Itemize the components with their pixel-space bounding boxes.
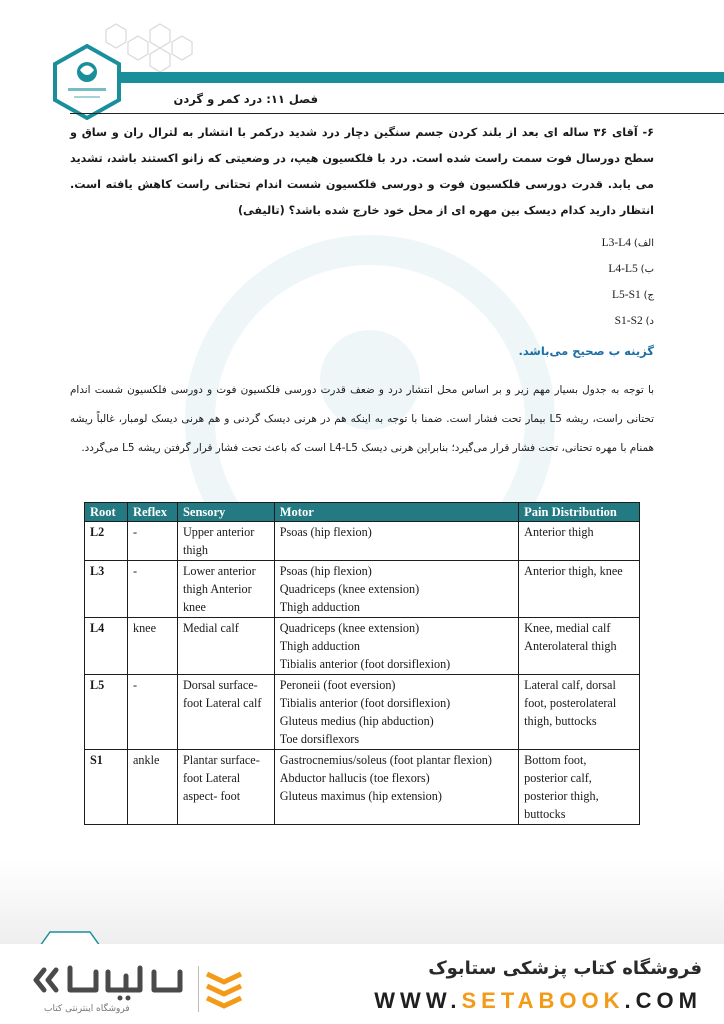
cell-sensory-line: aspect- foot xyxy=(182,789,241,803)
cell-motor-line: Quadriceps (knee extension) xyxy=(279,582,420,596)
option-d[interactable] xyxy=(602,308,654,334)
chapter-title: فصل ۱۱: درد کمر و گردن xyxy=(173,92,318,106)
url-brand: SETABOOK xyxy=(461,988,625,1013)
cell-pain-line: Anterolateral thigh xyxy=(524,639,617,653)
cell-sensory-line: foot Lateral calf xyxy=(182,696,262,710)
answer-explanation: با توجه به جدول بسیار مهم زیر و بر اساس محل انتشار درد و ضعف قدرت دورسی فلکسیون فوت و دورسی فلکسیون شست اندام تحتانی راست، ریشه L5 بیمار تحت فشار است. ضمنا با توجه به اینکه هم در هرنی دیسک گردنی و هم هرنی دیسک لومبار، غالباً ریشه همنام با مهره تحتانی، تحت فشار قرار می‌گیرد؛ بنابراین هرنی دیسک L4-L5 است که باعث تحت فشار قرار گرفتن ریشه L5 می‌گردد. xyxy=(70,384,655,454)
footer-fade xyxy=(0,860,724,944)
cell-reflex: - xyxy=(127,522,177,561)
cell-sensory-line: Lower anterior xyxy=(182,564,256,578)
cell-pain-line: buttocks xyxy=(524,807,566,821)
cell-motor-line: Quadriceps (knee extension) xyxy=(279,621,420,635)
option-b[interactable] xyxy=(602,256,654,282)
cell-motor xyxy=(274,750,518,825)
col-header-reflex: Reflex xyxy=(127,503,177,522)
cell-reflex: - xyxy=(127,561,177,618)
cell-motor-line: Thigh adduction xyxy=(279,639,360,653)
cell-pain-line: posterior thigh, xyxy=(524,789,599,803)
cell-reflex: ankle xyxy=(127,750,177,825)
nerve-root-table xyxy=(84,502,640,825)
cell-sensory-line: knee xyxy=(182,600,206,614)
option-c-value: L5-S1 xyxy=(612,289,641,301)
cell-motor-line: Gluteus maximus (hip extension) xyxy=(279,789,442,803)
answer-options xyxy=(602,230,654,334)
option-c-label: ج) xyxy=(643,290,654,301)
cell-pain-line: Anterior thigh, knee xyxy=(524,564,623,578)
cell-root: L2 xyxy=(85,522,128,561)
option-a-label: الف) xyxy=(633,238,654,249)
cell-sensory-line: thigh Anterior xyxy=(182,582,252,596)
table-body xyxy=(85,522,640,825)
table-header-row xyxy=(85,503,640,522)
cell-sensory-line: Medial calf xyxy=(182,621,239,635)
cell-motor-line: Toe dorsiflexors xyxy=(279,732,360,746)
option-d-label: د) xyxy=(645,316,654,327)
cell-pain xyxy=(519,675,640,750)
table-row xyxy=(85,675,640,750)
cell-sensory xyxy=(177,618,274,675)
cell-motor xyxy=(274,675,518,750)
table-row xyxy=(85,618,640,675)
cell-motor-line: Tibialis anterior (foot dorsiflexion) xyxy=(279,696,451,710)
store-name: فروشگاه کتاب پزشکی ستابوک xyxy=(428,958,702,979)
cell-motor xyxy=(274,618,518,675)
setabook-logo xyxy=(30,960,190,1008)
brand-subtitle: فروشگاه اینترنتی کتاب xyxy=(44,1004,130,1014)
cell-pain-line: Knee, medial calf xyxy=(524,621,611,635)
col-header-pain: Pain Distribution xyxy=(519,503,640,522)
cell-motor-line: Peroneii (foot eversion) xyxy=(279,678,396,692)
cell-motor-line: Psoas (hip flexion) xyxy=(279,564,372,578)
cell-pain xyxy=(519,522,640,561)
header-divider xyxy=(70,113,724,114)
cell-motor-line: Gastrocnemius/soleus (foot plantar flexion) xyxy=(279,753,492,767)
cell-sensory xyxy=(177,561,274,618)
cell-sensory xyxy=(177,675,274,750)
option-a[interactable] xyxy=(602,230,654,256)
cell-pain-line: foot, posterolateral xyxy=(524,696,617,710)
cell-pain-line: Anterior thigh xyxy=(524,525,594,539)
cell-pain-line: Lateral calf, dorsal xyxy=(524,678,616,692)
cell-pain-line: posterior calf, xyxy=(524,771,592,785)
col-header-root: Root xyxy=(85,503,128,522)
cell-sensory xyxy=(177,750,274,825)
cell-motor-line: Gluteus medius (hip abduction) xyxy=(279,714,434,728)
cell-reflex: knee xyxy=(127,618,177,675)
cell-motor-line: Abductor hallucis (toe flexors) xyxy=(279,771,430,785)
table-row xyxy=(85,561,640,618)
option-a-value: L3-L4 xyxy=(601,237,632,249)
cell-pain-line: thigh, buttocks xyxy=(524,714,597,728)
cell-motor xyxy=(274,522,518,561)
col-header-sensory: Sensory xyxy=(177,503,274,522)
cell-reflex: - xyxy=(127,675,177,750)
cell-sensory-line: Upper anterior xyxy=(182,525,255,539)
cell-pain xyxy=(519,561,640,618)
cell-pain xyxy=(519,618,640,675)
correct-answer: گزینه ب صحیح می‌باشد. xyxy=(518,344,654,358)
cell-motor xyxy=(274,561,518,618)
cell-pain xyxy=(519,750,640,825)
cell-root: L5 xyxy=(85,675,128,750)
cell-sensory-line: Plantar surface- xyxy=(182,753,260,767)
option-b-label: ب) xyxy=(640,264,654,275)
table-row xyxy=(85,750,640,825)
book-stack-icon xyxy=(204,966,244,1016)
cell-sensory xyxy=(177,522,274,561)
footer-separator xyxy=(198,966,199,1012)
option-c[interactable] xyxy=(602,282,654,308)
option-b-value: L4-L5 xyxy=(608,263,638,275)
table-row xyxy=(85,522,640,561)
col-header-motor: Motor xyxy=(274,503,518,522)
header-bar xyxy=(118,72,724,83)
store-url[interactable] xyxy=(374,988,702,1014)
cell-motor-line: Thigh adduction xyxy=(279,600,360,614)
cell-pain-line: Bottom foot, xyxy=(524,753,587,767)
cell-motor-line: Tibialis anterior (foot dorsiflexion) xyxy=(279,657,451,671)
cell-root: L4 xyxy=(85,618,128,675)
publisher-logo xyxy=(52,44,122,120)
url-prefix: WWW. xyxy=(374,988,462,1013)
cell-sensory-line: Dorsal surface- xyxy=(182,678,258,692)
question-text: ۶- آقای ۳۶ ساله ای بعد از بلند کردن جسم سنگین دچار درد شدید درکمر با انتشار به لترال ران و ساق و سطح دورسال فوت سمت راست شده است. درد با فلکسیون هیپ، در وضعیتی که زانو اکستند باشد، تشدید می یابد. قدرت دورسی فلکسیون فوت و دورسی فلکسیون شست اندام تحتانی راست کاهش یافته است. انتظار دارید کدام دیسک بین مهره ای از محل خود خارج شده باشد؟ (تالیفی) xyxy=(70,126,654,217)
cell-root: S1 xyxy=(85,750,128,825)
cell-sensory-line: thigh xyxy=(182,543,208,557)
cell-sensory-line: foot Lateral xyxy=(182,771,241,785)
cell-root: L3 xyxy=(85,561,128,618)
option-d-value: S1-S2 xyxy=(614,315,643,327)
cell-motor-line: Psoas (hip flexion) xyxy=(279,525,372,539)
url-suffix: .COM xyxy=(624,988,702,1013)
